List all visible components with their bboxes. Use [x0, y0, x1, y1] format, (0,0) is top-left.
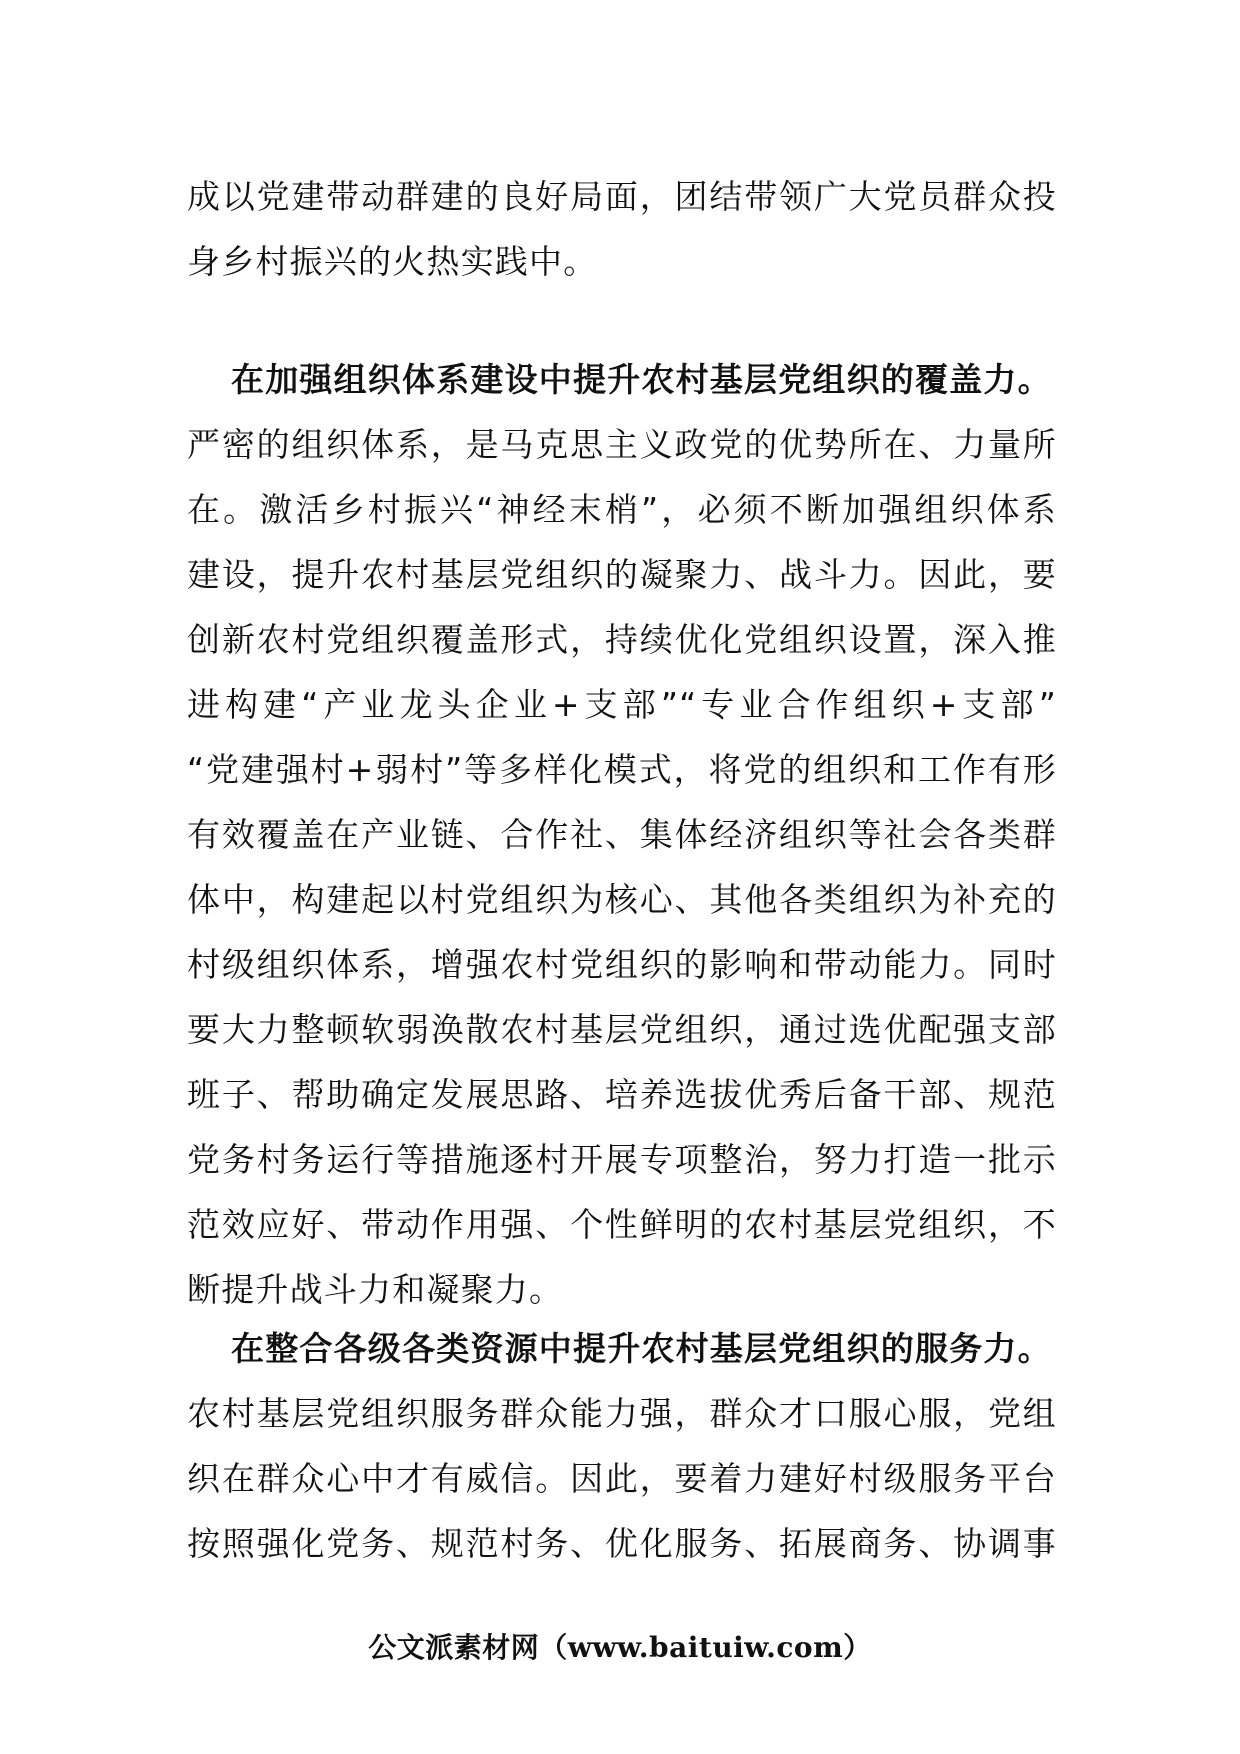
text-line: 党务村务运行等措施逐村开展专项整治，努力打造一批示: [187, 1140, 1057, 1179]
text-line: 严密的组织体系，是马克思主义政党的优势所在、力量所: [187, 425, 1057, 464]
text-line: 范效应好、带动作用强、个性鲜明的农村基层党组织，不: [187, 1205, 1057, 1244]
text-line: 断提升战斗力和凝聚力。: [187, 1270, 564, 1309]
text-line: 进构建“产业龙头企业+支部”“专业合作组织+支部”: [187, 685, 1057, 724]
text-line: 农村基层党组织服务群众能力强，群众才口服心服，党组: [187, 1394, 1057, 1433]
text-line: 创新农村党组织覆盖形式，持续优化党组织设置，深入推: [187, 620, 1057, 659]
text-line: 在。激活乡村振兴“神经末梢”，必须不断加强组织体系: [187, 490, 1057, 529]
text-line: 村级组织体系，增强农村党组织的影响和带动能力。同时: [187, 945, 1057, 984]
text-line: 织在群众心中才有威信。因此，要着力建好村级服务平台: [187, 1459, 1057, 1498]
paragraph-continuation: [187, 164, 1057, 294]
text-line: 成以党建带动群建的良好局面，团结带领广大党员群众投: [187, 177, 1057, 216]
text-line: 按照强化党务、规范村务、优化服务、拓展商务、协调事: [187, 1524, 1057, 1563]
text-line: 建设，提升农村基层党组织的凝聚力、战斗力。因此，要: [187, 555, 1057, 594]
text-line: 体中，构建起以村党组织为核心、其他各类组织为补充的: [187, 880, 1057, 919]
section-heading: 在加强组织体系建设中提升农村基层党组织的覆盖力。: [231, 360, 1052, 399]
paragraph-organization-coverage: [187, 347, 1057, 1322]
text-line: 班子、帮助确定发展思路、培养选拔优秀后备干部、规范: [187, 1075, 1057, 1114]
text-line: 有效覆盖在产业链、合作社、集体经济组织等社会各类群: [187, 815, 1057, 854]
page-footer-watermark: 公文派素材网（www.baituiw.com）: [368, 1631, 872, 1664]
section-heading: 在整合各级各类资源中提升农村基层党组织的服务力。: [231, 1329, 1052, 1368]
text-line: 要大力整顿软弱涣散农村基层党组织，通过选优配强支部: [187, 1010, 1057, 1049]
text-line: “党建强村+弱村”等多样化模式，将党的组织和工作有形: [187, 750, 1057, 789]
paragraph-resource-service: [187, 1316, 1057, 1576]
text-line: 身乡村振兴的火热实践中。: [187, 242, 598, 281]
